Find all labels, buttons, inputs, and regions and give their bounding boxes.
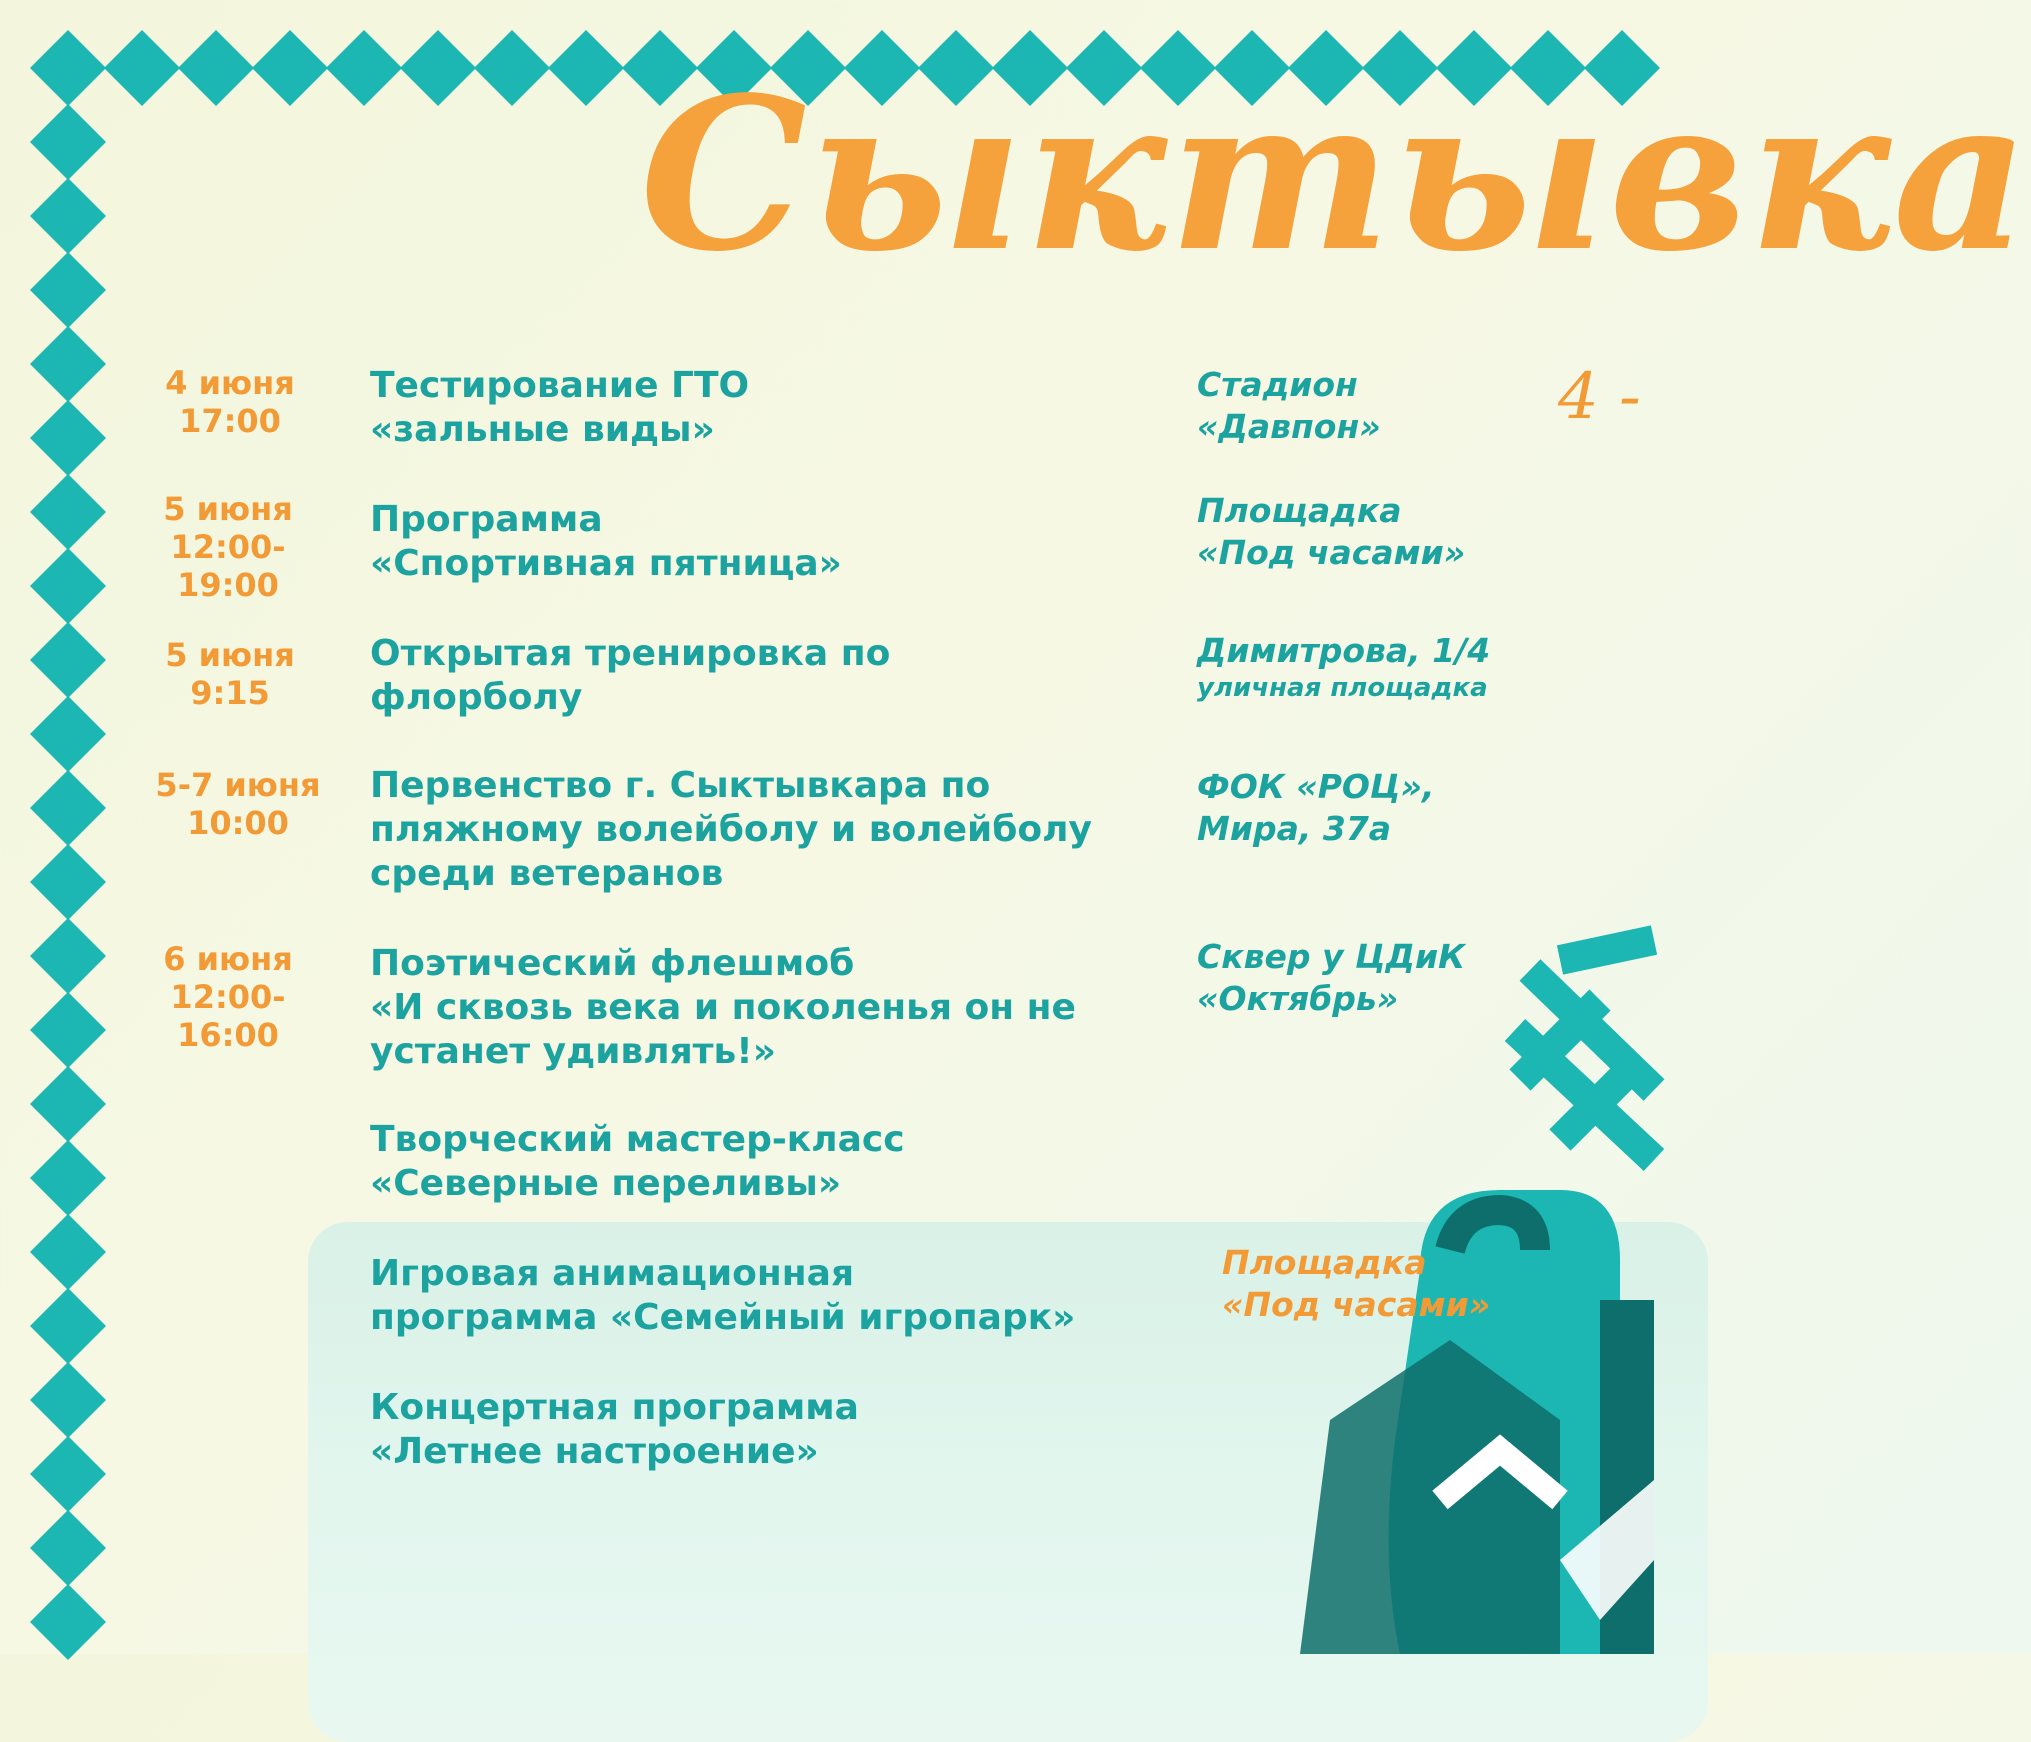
event-title-line: «Спортивная пятница» <box>370 543 842 584</box>
event-title-line: среди ветеранов <box>370 853 724 894</box>
event-place-line: Площадка <box>1197 491 1402 530</box>
event-title <box>370 632 1180 720</box>
event-title-line: устанет удивлять!» <box>370 1031 776 1072</box>
event-title <box>370 364 1180 452</box>
event-title <box>370 1386 1180 1474</box>
event-place-line: Димитрова, 1/4 <box>1197 631 1491 670</box>
event-title <box>370 764 1180 896</box>
event-place-line: «Давпон» <box>1197 407 1381 446</box>
event-place <box>1197 364 1381 448</box>
event-place-line: «Под часами» <box>1197 533 1466 572</box>
event-day: 6 июня <box>163 940 293 978</box>
event-title <box>370 1118 1180 1206</box>
event-place-line: «Под часами» <box>1222 1285 1491 1324</box>
city-title: Сыктывка <box>640 51 2031 298</box>
event-day: 5 июня <box>163 490 293 528</box>
event-title <box>370 1252 1180 1340</box>
event-place <box>1197 936 1465 1020</box>
event-title-line: программа «Семейный игропарк» <box>370 1297 1076 1338</box>
event-time: 10:00 <box>187 804 289 842</box>
event-place-line: Стадион <box>1197 365 1358 404</box>
event-place-line: «Октябрь» <box>1197 979 1399 1018</box>
event-title-line: Творческий мастер-класс <box>370 1119 905 1160</box>
event-title-line: «Летнее настроение» <box>370 1431 819 1472</box>
event-place-line: Сквер у ЦДиК <box>1197 937 1466 976</box>
event-title-line: Тестирование ГТО <box>370 365 750 406</box>
event-place <box>1222 1242 1490 1326</box>
event-day: 5 июня <box>165 636 295 674</box>
event-day: 5-7 июня <box>155 766 321 804</box>
event-title-line: пляжному волейболу и волейболу <box>370 809 1092 850</box>
event-date <box>148 766 328 842</box>
event-time: 12:00- <box>170 528 286 566</box>
date-range: 4 - <box>1558 360 1641 434</box>
event-time-end: 16:00 <box>177 1016 279 1054</box>
event-title <box>370 498 1180 586</box>
event-title-line: «И сквозь века и поколенья он не <box>370 987 1076 1028</box>
event-title <box>370 942 1180 1074</box>
event-title-line: Первенство г. Сыктывкара по <box>370 765 991 806</box>
event-place-line: Площадка <box>1222 1243 1427 1282</box>
event-title-line: флорболу <box>370 677 583 718</box>
event-title-line: Игровая анимационная <box>370 1253 855 1294</box>
event-title-line: Открытая тренировка по <box>370 633 891 674</box>
event-place <box>1197 630 1490 704</box>
event-date <box>140 364 320 440</box>
event-time: 9:15 <box>190 674 270 712</box>
event-time: 12:00- <box>170 978 286 1016</box>
event-day: 4 июня <box>165 364 295 402</box>
event-place-line: ФОК «РОЦ», <box>1197 767 1435 806</box>
event-title-line: «Северные переливы» <box>370 1163 842 1204</box>
event-title-line: «зальные виды» <box>370 409 715 450</box>
event-title-line: Поэтический флешмоб <box>370 943 855 984</box>
event-place-line: Мира, 37а <box>1197 809 1392 848</box>
event-title-line: Программа <box>370 499 603 540</box>
event-date <box>138 490 318 604</box>
event-place <box>1197 490 1465 574</box>
event-date <box>140 636 320 712</box>
event-date <box>138 940 318 1054</box>
event-time: 17:00 <box>179 402 281 440</box>
event-place <box>1197 766 1435 850</box>
event-place-line: уличная площадка <box>1197 673 1488 703</box>
event-time-end: 19:00 <box>177 566 279 604</box>
event-title-line: Концертная программа <box>370 1387 859 1428</box>
